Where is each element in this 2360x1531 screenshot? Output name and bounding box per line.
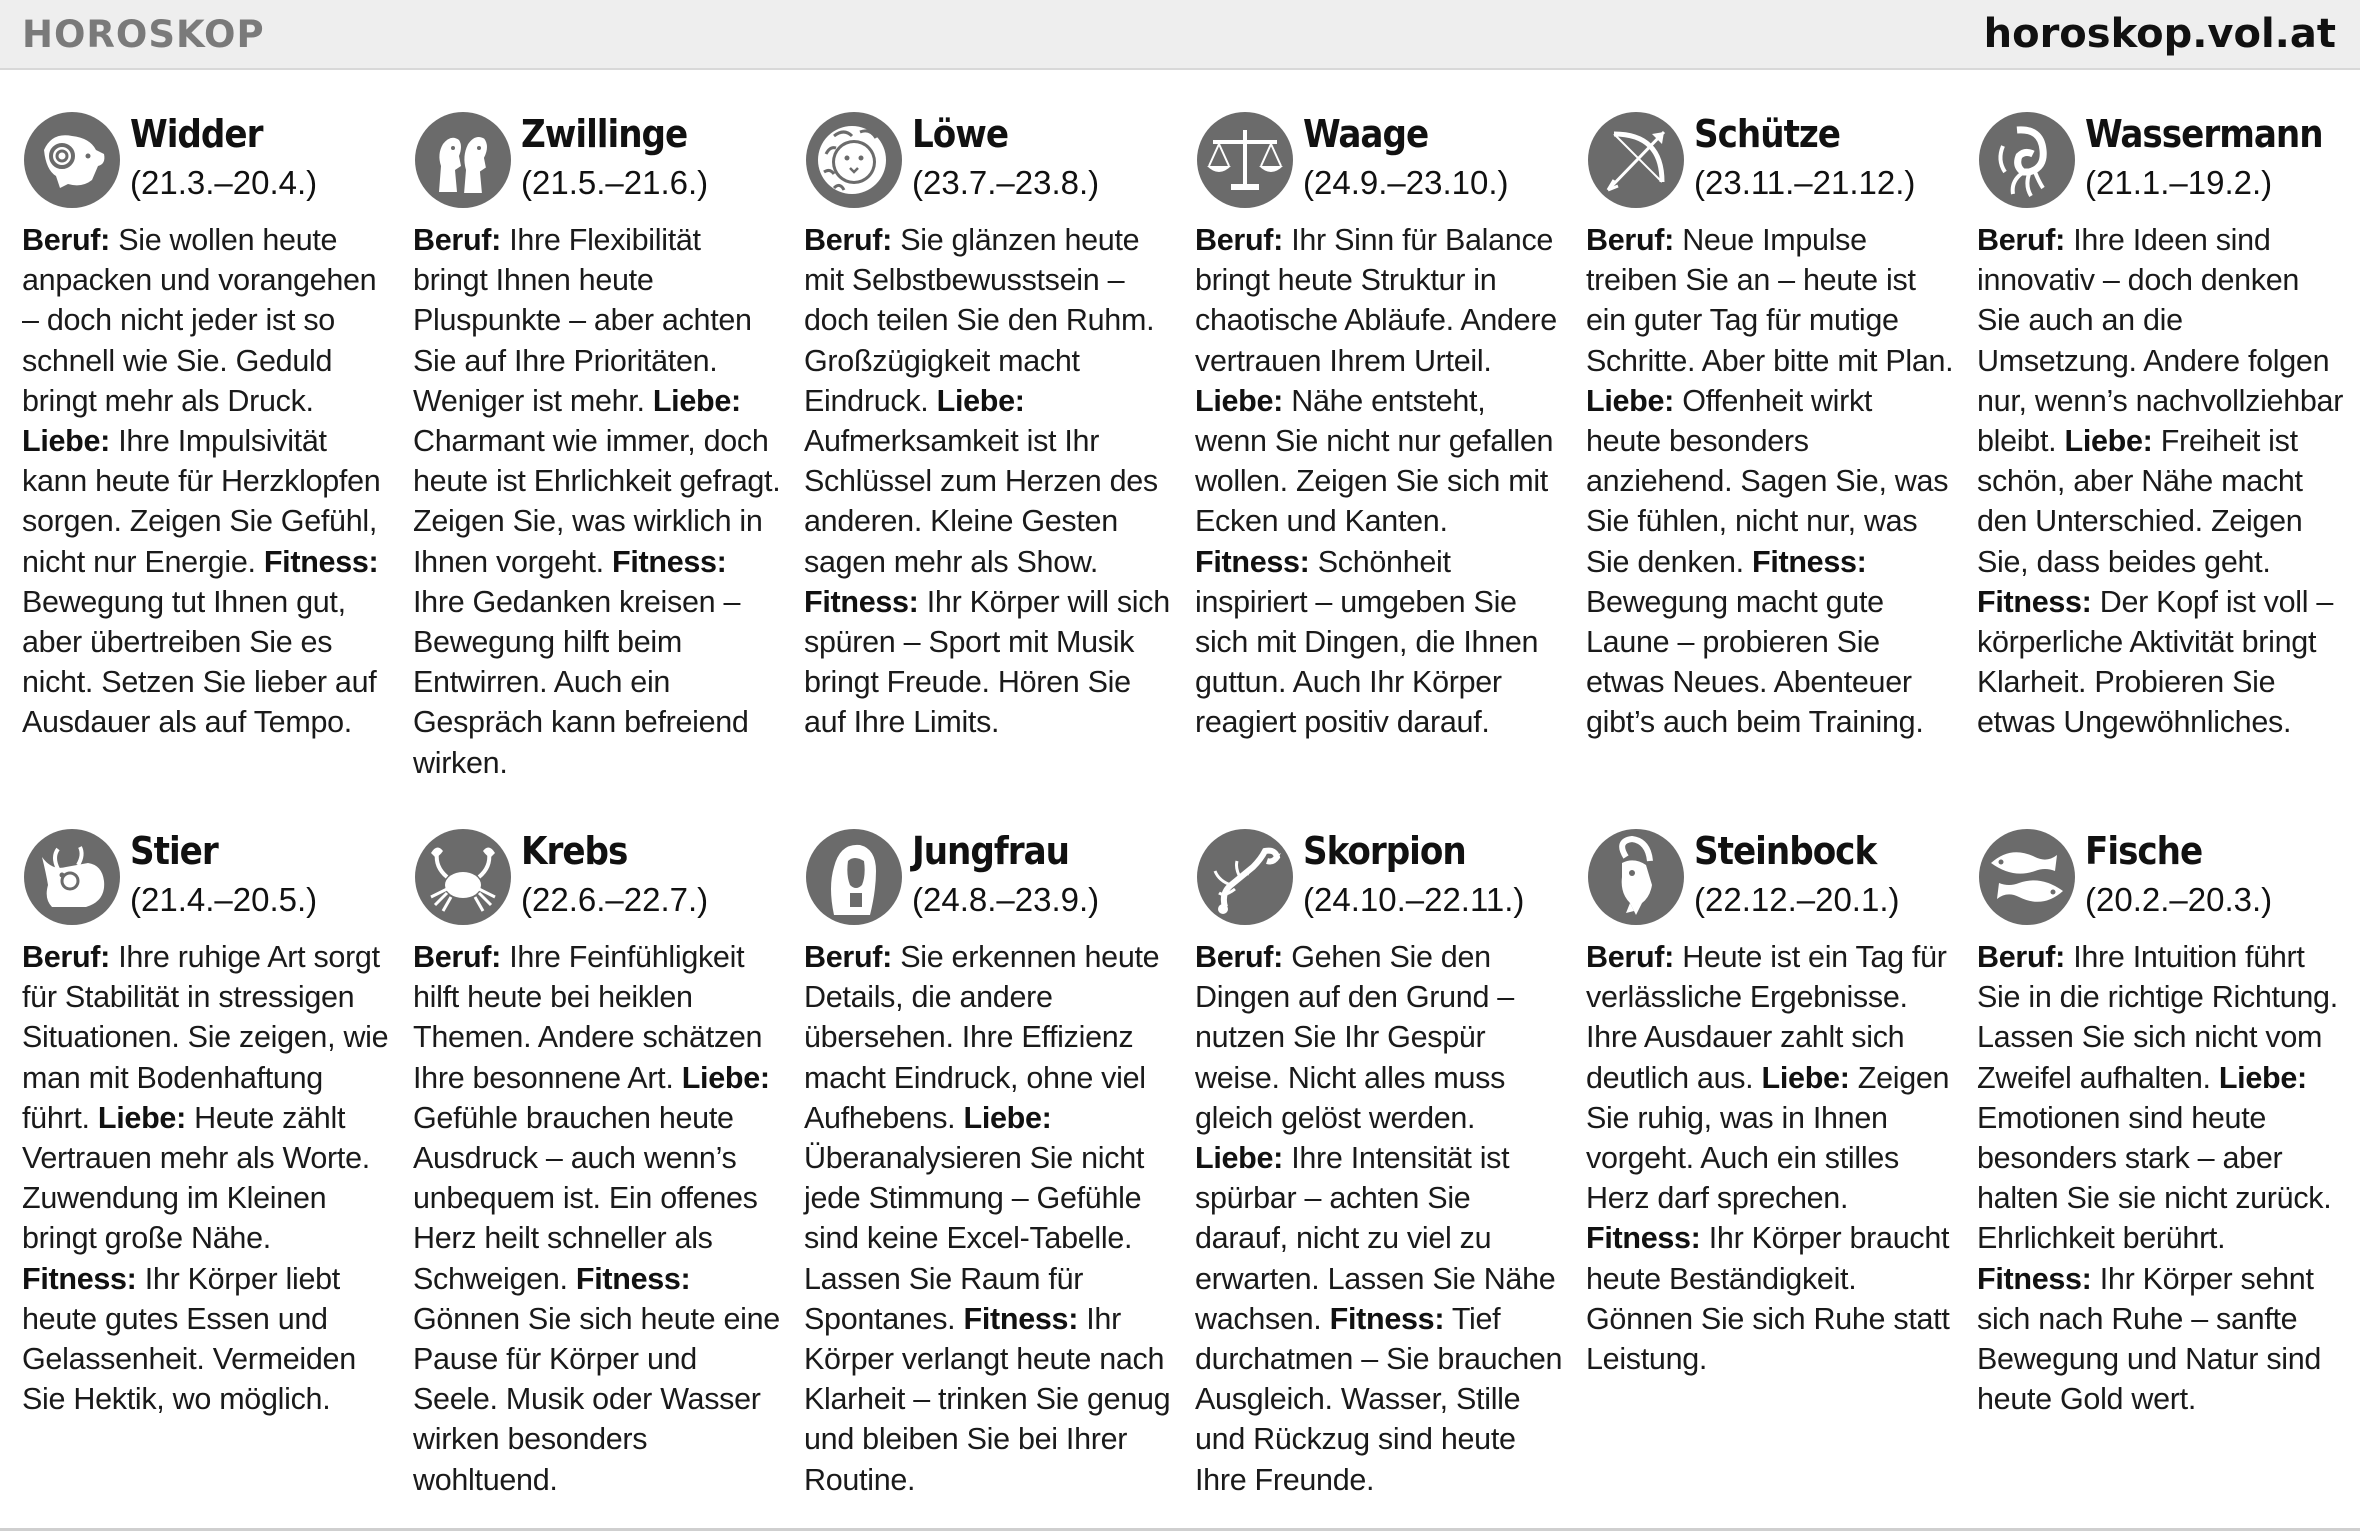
- aquarius-water-bearer-icon: [1977, 110, 2077, 210]
- text-fitness: Tief durchatmen – Sie brauchen Ausgleich. Wasser, Stille und Rückzug sind heute Ihre Freunde.: [1195, 1301, 1563, 1497]
- sign-dates: (22.12.–20.1.): [1694, 881, 1900, 918]
- sign-name: Skorpion: [1303, 829, 1466, 873]
- label-beruf: Beruf:: [413, 223, 502, 257]
- label-liebe: Liebe:: [2064, 424, 2153, 459]
- label-beruf: Beruf:: [804, 223, 893, 257]
- label-fitness: Fitness:: [612, 544, 727, 579]
- page-header: [0, 0, 2360, 70]
- sign-text: [804, 220, 1172, 743]
- text-beruf: Neue Impulse treiben Sie an – heute ist ein guter Tag für mutige Schritte. Aber bitte mit Plan.: [1586, 223, 1954, 378]
- text-beruf: Heute ist ein Tag für verlässliche Ergebnisse. Ihre Ausdauer zahlt sich deutlich aus.: [1586, 940, 1947, 1095]
- sign-text: [22, 220, 390, 743]
- text-beruf: Ihre Feinfühligkeit hilft heute bei heiklen Themen. Andere schätzen Ihre besonnene Art.: [413, 940, 763, 1095]
- sign-dates: (22.6.–22.7.): [521, 881, 709, 918]
- sign-text: [22, 937, 390, 1419]
- cancer-crab-icon: [413, 827, 513, 927]
- sign-dates: (21.3.–20.4.): [130, 164, 318, 201]
- text-fitness: Der Kopf ist voll – körperliche Aktivität bringt Klarheit. Probieren Sie etwas Ungewöhnliches.: [1977, 584, 2334, 740]
- label-fitness: Fitness:: [1195, 544, 1310, 579]
- label-liebe: Liebe:: [681, 1060, 770, 1095]
- text-fitness: Bewegung tut Ihnen gut, aber übertreiben Sie es nicht. Setzen Sie lieber auf Ausdauer als auf Tempo.: [22, 584, 377, 740]
- text-liebe: Offenheit wirkt heute besonders anziehend. Sagen Sie, was Sie fühlen, nicht nur, was Sie denken.: [1586, 383, 1949, 579]
- sign-dates: (23.7.–23.8.): [912, 164, 1100, 201]
- sign-text: [1977, 220, 2345, 743]
- label-fitness: Fitness:: [1751, 544, 1867, 579]
- taurus-bull-icon: [22, 827, 122, 927]
- label-liebe: Liebe:: [1195, 1141, 1284, 1176]
- site-link[interactable]: horoskop.vol.at: [1983, 11, 2336, 57]
- sign-text: [1195, 937, 1563, 1500]
- text-liebe: Nähe entsteht, wenn Sie nicht nur gefallen wollen. Zeigen Sie sich mit Ecken und Kanten.: [1195, 383, 1554, 539]
- virgo-maiden-icon: [804, 827, 904, 927]
- text-fitness: Bewegung macht gute Laune – probieren Sie etwas Neues. Abenteuer gibt’s auch beim Training.: [1586, 584, 1924, 740]
- text-fitness: Schönheit inspiriert – umgeben Sie sich mit Dingen, die Ihnen guttun. Auch Ihr Körper reagiert positiv darauf.: [1195, 544, 1539, 740]
- text-beruf: Sie wollen heute anpacken und vorangehen – doch nicht jeder ist so schnell wie Sie. Geduld bringt mehr als Druck.: [22, 223, 377, 418]
- sign-dates: (21.1.–19.2.): [2085, 164, 2273, 201]
- sagittarius-bow-icon: [1586, 110, 1686, 210]
- label-fitness: Fitness:: [804, 584, 919, 619]
- text-beruf: Gehen Sie den Dingen auf den Grund – nutzen Sie Ihr Gespür weise. Nicht alles muss gleich gelöst werden.: [1195, 940, 1514, 1135]
- label-fitness: Fitness:: [22, 1261, 137, 1296]
- label-fitness: Fitness:: [1329, 1301, 1445, 1336]
- text-liebe: Aufmerksamkeit ist Ihr Schlüssel zum Herzen des anderen. Kleine Gesten sagen mehr als Show.: [804, 424, 1158, 579]
- label-liebe: Liebe:: [936, 383, 1025, 418]
- text-liebe: Zeigen Sie ruhig, was in Ihnen vorgeht. Auch ein stilles Herz darf sprechen.: [1586, 1060, 1950, 1216]
- label-beruf: Beruf:: [413, 940, 502, 974]
- pisces-fish-icon: [1977, 827, 2077, 927]
- leo-lion-icon: [804, 110, 904, 210]
- text-fitness: Ihr Körper liebt heute gutes Essen und Gelassenheit. Vermeiden Sie Hektik, wo möglich.: [22, 1261, 356, 1417]
- label-beruf: Beruf:: [22, 223, 111, 257]
- label-liebe: Liebe:: [963, 1100, 1052, 1135]
- sign-text: [413, 937, 781, 1500]
- text-liebe: Emotionen sind heute besonders stark – aber halten Sie sie nicht zurück. Ehrlichkeit berührt.: [1977, 1100, 2332, 1256]
- label-beruf: Beruf:: [1195, 940, 1284, 974]
- sign-text: [1586, 220, 1954, 743]
- sign-name: Löwe: [912, 112, 1009, 156]
- text-fitness: Gönnen Sie sich heute eine Pause für Körper und Seele. Musik oder Wasser wirken besonders wohltuend.: [413, 1301, 780, 1497]
- sign-dates: (21.5.–21.6.): [521, 164, 709, 201]
- label-beruf: Beruf:: [804, 940, 893, 974]
- sign-name: Steinbock: [1694, 829, 1877, 873]
- aries-ram-icon: [22, 110, 122, 210]
- text-liebe: Charmant wie immer, doch heute ist Ehrlichkeit gefragt. Zeigen Sie, was wirklich in Ihnen vorgeht.: [413, 424, 781, 579]
- libra-scales-icon: [1195, 110, 1295, 210]
- label-liebe: Liebe:: [1195, 383, 1284, 418]
- label-liebe: Liebe:: [1586, 383, 1675, 418]
- label-fitness: Fitness:: [963, 1301, 1079, 1336]
- text-beruf: Sie erkennen heute Details, die andere übersehen. Ihre Effizienz macht Eindruck, ohne viel Aufhebens.: [804, 940, 1160, 1135]
- text-beruf: Ihr Sinn für Balance bringt heute Struktur in chaotische Abläufe. Andere vertrauen Ihrem Urteil.: [1195, 223, 1557, 378]
- label-beruf: Beruf:: [1586, 940, 1675, 974]
- scorpio-scorpion-icon: [1195, 827, 1295, 927]
- text-liebe: Gefühle brauchen heute Ausdruck – auch wenn’s unbequem ist. Ein offenes Herz heilt schneller als Schweigen.: [413, 1100, 758, 1296]
- sign-text: [1586, 937, 1954, 1379]
- sign-dates: (24.8.–23.9.): [912, 881, 1100, 918]
- sign-name: Krebs: [521, 829, 628, 873]
- sign-dates: (24.9.–23.10.): [1303, 164, 1509, 201]
- capricorn-goat-icon: [1586, 827, 1686, 927]
- label-liebe: Liebe:: [1761, 1060, 1850, 1095]
- label-liebe: Liebe:: [2218, 1060, 2307, 1095]
- text-liebe: Ihre Impulsivität kann heute für Herzklopfen sorgen. Zeigen Sie Gefühl, nicht nur Energie.: [22, 424, 381, 579]
- sign-dates: (21.4.–20.5.): [130, 881, 318, 918]
- sign-name: Jungfrau: [912, 829, 1070, 873]
- text-liebe: Freiheit ist schön, aber Nähe macht den Unterschied. Zeigen Sie, dass beides geht.: [1977, 424, 2303, 579]
- label-fitness: Fitness:: [1977, 1261, 2092, 1296]
- sign-dates: (24.10.–22.11.): [1303, 881, 1525, 918]
- label-beruf: Beruf:: [22, 940, 111, 974]
- text-beruf: Ihre Ideen sind innovativ – doch denken Sie auch an die Umsetzung. Andere folgen nur, wenn’s nachvollziehbar bleibt.: [1977, 223, 2344, 459]
- label-beruf: Beruf:: [1977, 223, 2066, 257]
- text-beruf: Ihre Intuition führt Sie in die richtige Richtung. Lassen Sie sich nicht vom Zweifel aufhalten.: [1977, 940, 2338, 1095]
- label-fitness: Fitness:: [575, 1261, 691, 1296]
- text-fitness: Ihr Körper sehnt sich nach Ruhe – sanfte Bewegung und Natur sind heute Gold wert.: [1977, 1261, 2322, 1417]
- label-liebe: Liebe:: [652, 383, 741, 418]
- sign-text: [1195, 220, 1563, 743]
- gemini-twins-icon: [413, 110, 513, 210]
- label-fitness: Fitness:: [263, 544, 379, 579]
- sign-name: Schütze: [1694, 112, 1841, 156]
- sign-name: Waage: [1303, 112, 1429, 156]
- sign-name: Zwillinge: [521, 112, 688, 156]
- text-fitness: Ihr Körper braucht heute Beständigkeit. Gönnen Sie sich Ruhe statt Leistung.: [1586, 1221, 1950, 1377]
- section-title: HOROSKOP: [22, 13, 265, 56]
- label-beruf: Beruf:: [1586, 223, 1675, 257]
- text-fitness: Ihr Körper will sich spüren – Sport mit Musik bringt Freude. Hören Sie auf Ihre Limits.: [804, 584, 1170, 740]
- sign-text: [1977, 937, 2345, 1419]
- sign-name: Wassermann: [2085, 112, 2323, 156]
- sign-dates: (23.11.–21.12.): [1694, 164, 1916, 201]
- text-beruf: Sie glänzen heute mit Selbstbewusstsein – doch teilen Sie den Ruhm. Großzügigkeit macht Eindruck.: [804, 223, 1155, 418]
- text-fitness: Ihr Körper verlangt heute nach Klarheit – trinken Sie genug und bleiben Sie bei Ihrer Routine.: [804, 1301, 1171, 1497]
- text-liebe: Ihre Intensität ist spürbar – achten Sie darauf, nicht zu viel zu erwarten. Lassen Sie Nähe wachsen.: [1195, 1141, 1556, 1336]
- label-liebe: Liebe:: [22, 424, 111, 459]
- sign-name: Widder: [130, 112, 263, 156]
- sign-text: [804, 937, 1172, 1500]
- sign-text: [413, 220, 781, 783]
- sign-dates: (20.2.–20.3.): [2085, 881, 2273, 918]
- label-fitness: Fitness:: [1977, 584, 2092, 619]
- label-beruf: Beruf:: [1977, 940, 2066, 974]
- text-beruf: Ihre Flexibilität bringt Ihnen heute Pluspunkte – aber achten Sie auf Ihre Prioritäten. Weniger ist mehr.: [413, 223, 752, 418]
- sign-name: Fische: [2085, 829, 2203, 873]
- label-beruf: Beruf:: [1195, 223, 1284, 257]
- sign-name: Stier: [130, 829, 218, 873]
- text-fitness: Ihre Gedanken kreisen – Bewegung hilft beim Entwirren. Auch ein Gespräch kann befreiend wirken.: [413, 584, 749, 780]
- label-fitness: Fitness:: [1586, 1221, 1701, 1256]
- text-liebe: Überanalysieren Sie nicht jede Stimmung – Gefühle sind keine Excel-Tabelle. Lassen Sie Raum für Spontanes.: [804, 1141, 1145, 1336]
- text-beruf: Ihre ruhige Art sorgt für Stabilität in stressigen Situationen. Sie zeigen, wie man mit Bodenhaftung führt.: [22, 940, 389, 1135]
- label-liebe: Liebe:: [97, 1100, 186, 1135]
- text-liebe: Heute zählt Vertrauen mehr als Worte. Zuwendung im Kleinen bringt große Nähe.: [22, 1100, 370, 1256]
